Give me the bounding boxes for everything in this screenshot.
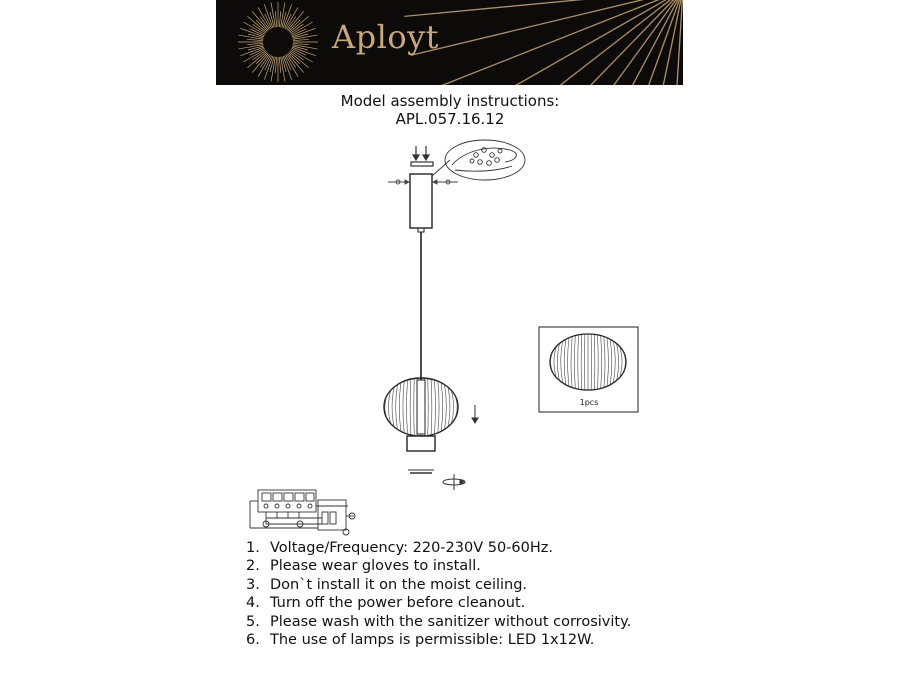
rotate-disc-icon	[408, 470, 465, 490]
instruction-item: 2. Please wear gloves to install.	[246, 558, 481, 575]
part-quantity-label: 1pcs	[579, 398, 599, 407]
instructions-list	[246, 539, 631, 649]
down-arrows-icon	[411, 146, 433, 166]
spare-shade	[550, 334, 626, 390]
instruction-item: 4. Turn off the power before cleanout.	[246, 595, 526, 612]
instruction-item: 5. Please wash with the sanitizer without corrosivity.	[246, 613, 632, 630]
bottom-cap	[407, 436, 435, 451]
down-arrow-icon	[472, 405, 478, 423]
instruction-item: 1. Voltage/Frequency: 220-230V 50-60Hz.	[246, 540, 553, 556]
wiring-diagram	[250, 490, 355, 535]
ceiling-canopy	[410, 174, 432, 228]
instruction-item: 3. Don`t install it on the moist ceiling.	[246, 576, 528, 593]
pendant-lamp-shade	[384, 378, 458, 436]
instruction-item: 6. The use of lamps is permissible: LED 1x12W.	[246, 632, 595, 649]
model-number: APL.057.16.12	[395, 110, 505, 128]
brand-name: Aployt	[332, 18, 440, 56]
screw-arrows-icon	[388, 180, 458, 184]
document-title: Model assembly instructions:	[340, 92, 560, 110]
hand-holding-screws	[432, 140, 525, 180]
